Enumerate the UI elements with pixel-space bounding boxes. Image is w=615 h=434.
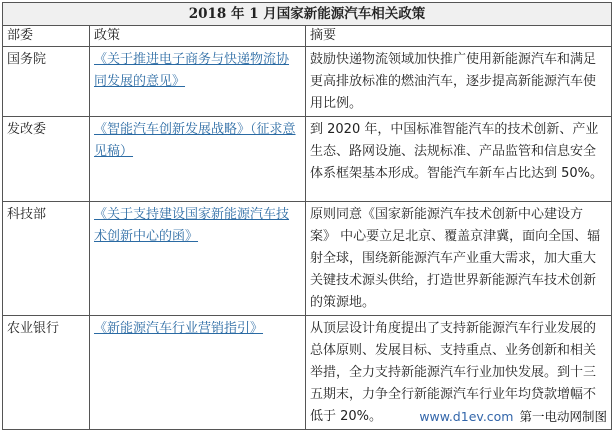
table-row [3,47,612,117]
policy-cell [90,47,306,117]
table-row [3,202,612,316]
dept-cell: 发改委 [3,117,90,202]
policy-table [2,2,612,430]
summary-cell: 从顶层设计角度提出了支持新能源汽车行业发展的总体原则、发展目标、支持重点、业务创新和相关举措，全力支持新能源汽车行业加快发展。到十三五期末，力争全行新能源汽车行业年均贷款增幅不低于 20%。 [306,316,612,430]
summary-cell: 到 2020 年，中国标准智能汽车的技术创新、产业生态、路网设施、法规标准、产品监管和信息安全体系框架基本形成。智能汽车新车占比达到 50%。 [306,117,612,202]
header-row [3,26,612,47]
policy-cell [90,316,306,430]
policy-cell [90,202,306,316]
summary-cell: 鼓励快递物流领域加快推广使用新能源汽车和满足更高排放标准的燃油汽车，逐步提高新能源汽车使用比例。 [306,47,612,117]
summary-cell: 原则同意《国家新能源汽车技术创新中心建设方案》 中心要立足北京、覆盖京津冀，面向全国、辐射全球，围绕新能源汽车产业重大需求，加大重大关键技术源头供给，打造世界新能源汽车技术创新的策源地。 [306,202,612,316]
policy-link[interactable]: 《新能源汽车行业营销指引》 [94,321,264,336]
source-footer [419,408,607,426]
policy-link[interactable]: 《关于支持建设国家新能源汽车技术创新中心的函》 [94,207,290,244]
dept-cell: 科技部 [3,202,90,316]
source-credit: 第一电动网制图 [519,409,607,424]
title-row [3,3,612,26]
table-title: 2018 年 1 月国家新能源汽车相关政策 [3,3,612,26]
policy-link[interactable]: 《智能汽车创新发展战略》（征求意见稿） [94,122,296,159]
source-site[interactable]: www.d1ev.com [419,409,514,424]
header-summary: 摘要 [306,26,612,47]
header-dept: 部委 [3,26,90,47]
policy-link[interactable]: 《关于推进电子商务与快递物流协同发展的意见》 [94,52,290,89]
dept-cell: 农业银行 [3,316,90,430]
header-policy: 政策 [90,26,306,47]
table-row [3,117,612,202]
policy-document [2,2,611,430]
policy-cell [90,117,306,202]
dept-cell: 国务院 [3,47,90,117]
